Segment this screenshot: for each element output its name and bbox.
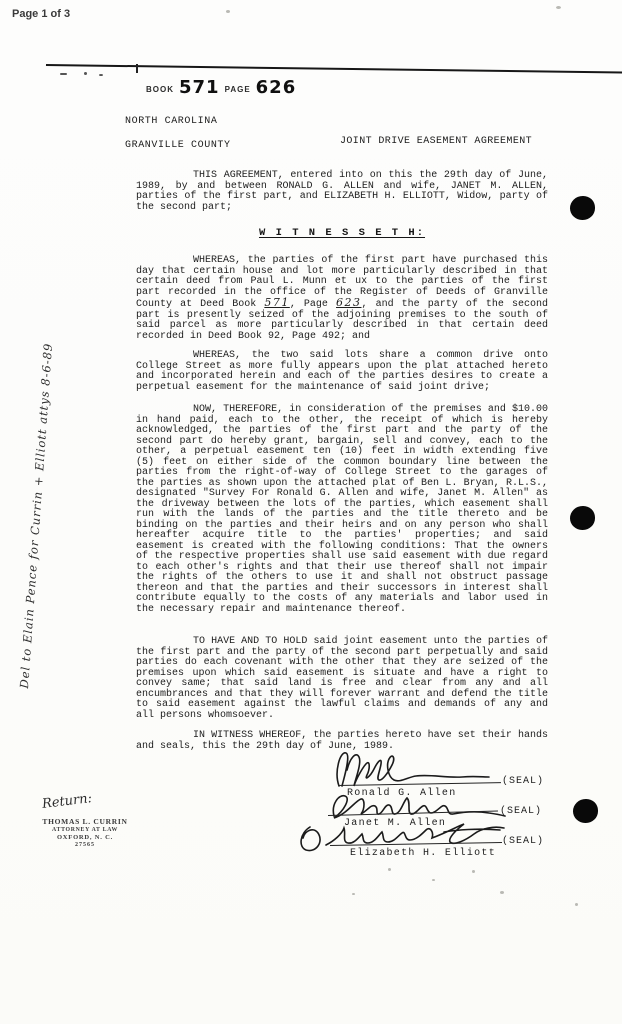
page-indicator: Page 1 of 3 — [12, 8, 71, 20]
county-caption: GRANVILLE COUNTY — [125, 140, 231, 151]
hole-punch-mark — [573, 799, 598, 823]
janet-allen-signature — [326, 792, 506, 820]
scan-speck — [575, 903, 578, 906]
scan-speck — [472, 870, 475, 873]
attorney-title: ATTORNEY AT LAW — [52, 827, 118, 833]
scan-tick-mark — [136, 64, 138, 73]
paragraph-testimonium: IN WITNESS WHEREOF, the parties hereto have set their hands and seals, this the 29th day of June, 1989. — [136, 730, 548, 752]
document-title: JOINT DRIVE EASEMENT AGREEMENT — [340, 136, 533, 147]
scan-speck — [60, 73, 67, 75]
witnesseth-heading: W I T N E S S E T H: — [258, 227, 426, 239]
typed-name-elizabeth-elliott: Elizabeth H. Elliott — [350, 848, 497, 859]
book-page-recording-stamp — [146, 77, 297, 98]
scan-speck — [432, 879, 435, 881]
paragraph-whereas-2: WHEREAS, the two said lots share a common drive onto College Street as more fully appears upon the plat attached hereto and incorporated herein and each of the parties desires to create a perpetual easement for the maintenance of said joint drive; — [136, 350, 548, 393]
whereas1-text: , and the party of the second part is presently seized of the adjoining premises to the south of said parcel as more particularly described in that certain deed recorded in Deed Book 92, Page 492; and — [136, 299, 548, 342]
seal-label: (SEAL) — [502, 776, 545, 787]
book-number: 571 — [179, 77, 220, 98]
handwritten-margin-note: Del to Elain Pence for Currin + Elliott attys 8-6-89 — [17, 342, 56, 689]
hole-punch-mark — [570, 196, 595, 220]
paragraph-opening: THIS AGREEMENT, entered into on this the 29th day of June, 1989, by and between RONALD G. ALLEN and wife, JANET M. ALLEN, parties of the first part, and ELIZABETH H. ELLIOTT, Widow, party of the second part; — [136, 170, 548, 213]
hole-punch-mark — [570, 506, 595, 530]
attorney-zip: 27565 — [75, 842, 95, 848]
state-caption: NORTH CAROLINA — [125, 116, 218, 127]
book-label: BOOK — [146, 85, 174, 94]
scan-speck — [84, 72, 87, 75]
typed-name-janet-allen: Janet M. Allen — [344, 818, 447, 829]
scan-speck — [352, 893, 355, 895]
page-number: 626 — [255, 77, 297, 98]
paragraph-whereas-1 — [136, 256, 548, 342]
top-horizontal-rule — [46, 64, 622, 74]
typed-name-ronald-allen: Ronald G. Allen — [347, 788, 457, 799]
scan-speck — [226, 10, 230, 13]
scan-speck — [556, 6, 561, 9]
seal-label: (SEAL) — [500, 806, 543, 817]
scan-speck — [99, 74, 103, 76]
handwritten-return-note: Return: — [41, 791, 93, 812]
paragraph-now-therefore: NOW, THEREFORE, in consideration of the premises and $10.00 in hand paid, each to the other, the receipt of which is hereby acknowledged, the parties of the first part and the party of the second part do hereby grant, bargain, sell and convey, each to the other, a perpetual easement ten (10) feet in width extending five (5) feet on either side of the common boundary line between the parties from the right-of-way of College Street to the garages of the parties as shown upon the attached plat of Ben L. Bryan, R.L.S., designated "Survey For Ronald G. Allen and wife, Janet M. Allen" as the driveway between the lots of the parties, which easement shall run with the lands of the parties and the title thereto and be binding on the parties and their heirs and on any person who shall hereafter acquire title to the parties' properties; and said easement is created with the following conditions: That the owners of the respective properties shall use said easement with due regard to each other's rights and that their use thereof shall not impair the rights of the others to use it and shall not obstruct passage thereon and that the parties and their successors in interest shall contribute equally to the costs of any materials and labor used in the necessary repair and maintenance thereof. — [136, 404, 548, 615]
whereas1-text: WHEREAS, the parties of the first part have purchased this day that certain house and lot more particularly described in that certain deed from Paul L. Munn et ux to the parties of the first part recorded in the office of the Register of Deeds of Granville County at Deed Book — [136, 255, 548, 310]
paragraph-habendum: TO HAVE AND TO HOLD said joint easement unto the parties of the first part and the party of the second part perpetually and said parties do each covenant with the other that they are seized of the premises upon which said easement is situate and have a right to convey same; that said land is free and clear from any and all encumbrances and that they will forever warrant and defend the title to said easement against the lawful claims and demands of any and all persons whomsoever. — [136, 636, 548, 721]
scan-speck — [388, 868, 391, 871]
attorney-name: THOMAS L. CURRIN — [42, 817, 128, 826]
seal-label: (SEAL) — [502, 836, 545, 847]
whereas1-text: , Page — [289, 299, 336, 310]
attorney-city: OXFORD, N. C. — [56, 834, 114, 841]
handwritten-deed-book-number: 571 — [264, 296, 290, 309]
page-label: PAGE — [224, 85, 251, 94]
attorney-stamp — [30, 817, 140, 848]
handwritten-deed-page-number: 623 — [336, 296, 362, 309]
scan-speck — [500, 891, 504, 894]
